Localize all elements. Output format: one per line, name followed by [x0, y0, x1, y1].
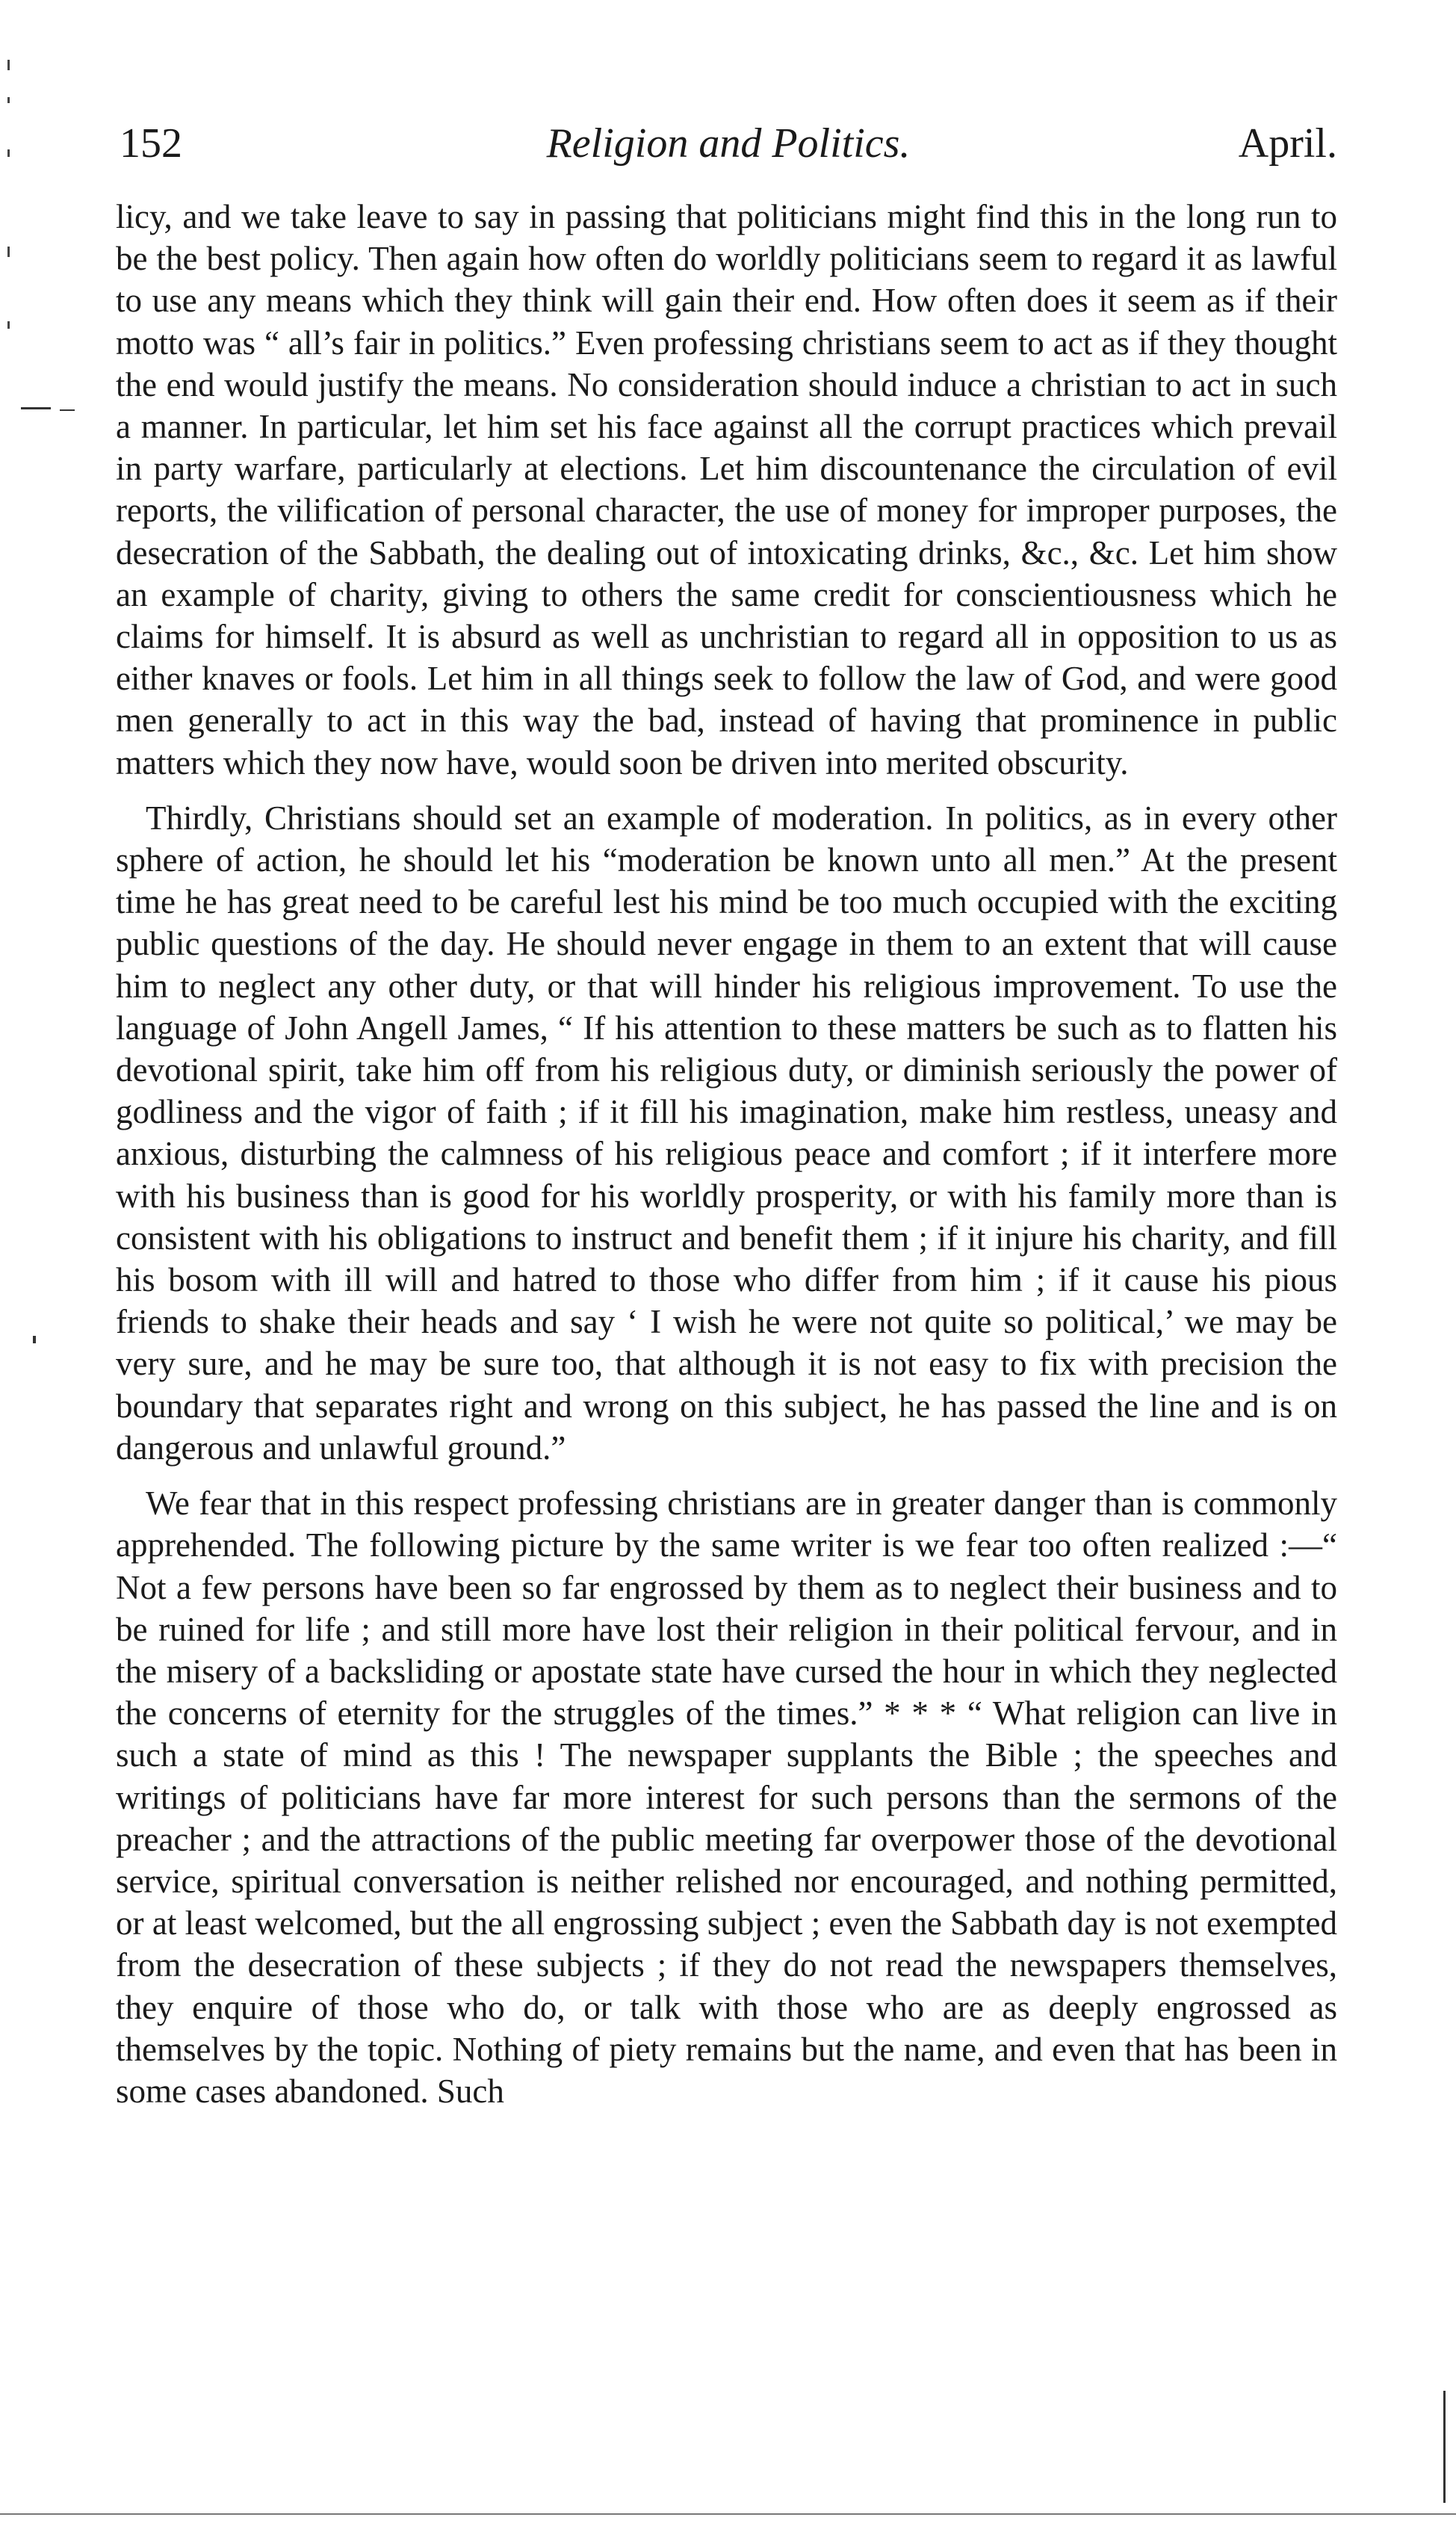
- header-month: April.: [1238, 120, 1337, 167]
- running-header: [120, 120, 1337, 187]
- running-title: Religion and Politics.: [546, 120, 911, 167]
- margin-speck: [7, 247, 10, 257]
- margin-speck: [7, 321, 10, 329]
- margin-mark: [33, 1336, 36, 1343]
- page-number: 152: [120, 120, 182, 167]
- margin-speck: [7, 149, 10, 157]
- article-body: [116, 196, 1337, 2126]
- margin-speck: [7, 97, 10, 103]
- margin-mark: [60, 409, 75, 411]
- paragraph-continued: licy, and we take leave to say in passing that politicians might find this in the long run to be the best policy. Then again how often do worldly politicians seem to regard it as lawful to use any means which they think will gain their end. How often does it seem as if their motto was “ all’s fair in politics.” Even professing christians seem to act as if they thought the end would justify the means. No consideration should induce a christian to act in such a manner. In particular, let him set his face against all the corrupt practices which prevail in party warfare, particularly at elections. Let him discountenance the circulation of evil reports, the vilification of personal character, the use of money for improper purposes, the desecration of the Sabbath, the dealing out of intoxicating drinks, &c., &c. Let him show an example of charity, giving to others the same credit for conscientiousness which he claims for himself. It is absurd as well as unchristian to regard all in opposition to us as either knaves or fools. Let him in all things seek to follow the law of God, and were good men generally to act in this way the bad, instead of having that prominence in public matters which they now have, would soon be driven into merited obscurity.: [116, 198, 1337, 781]
- right-edge-rule: [1443, 2391, 1446, 2503]
- paragraph-moderation: Thirdly, Christians should set an example of moderation. In politics, as in every other sphere of action, he should let his “moderation be known unto all men.” At the present time he has great need to be careful lest his mind be too much occupied with the exciting public questions of the day. He should never engage in them to an extent that will cause him to neglect any other duty, or that will hinder his religious improvement. To use the language of John Angell James, “ If his attention to these matters be such as to flatten his devotional spirit, take him off from his religious duty, or diminish seriously the power of godliness and the vigor of faith ; if it fill his imagination, make him restless, uneasy and anxious, disturbing the calmness of his religious peace and comfort ; if it interfere more with his business than is good for his worldly prosperity, or with his family more than is consistent with his obligations to instruct and benefit them ; if it injure his charity, and fill his bosom with ill will and hatred to those who differ from him ; if it cause his pious friends to shake their heads and say ‘ I wish he were not quite so political,’ we may be very sure, and he may be sure too, that although it is not easy to fix with precision the boundary that separates right and wrong on this subject, he has passed the line and is on dangerous and unlawful ground.”: [116, 799, 1337, 1467]
- paragraph-danger: We fear that in this respect professing christians are in greater danger than is commonly apprehended. The following picture by the same writer is we fear too often realized :—“ Not a few persons have been so far engrossed by them as to neglect their business and to be ruined for life ; and still more have lost their religion in their political fervour, and in the misery of a backsliding or apostate state have cursed the hour in which they neglected the concerns of eternity for the struggles of the times.” * * * “ What religion can live in such a state of mind as this ! The newspaper supplants the Bible ; the speeches and writings of politicians have far more interest for such persons than the sermons of the preacher ; and the attractions of the public meeting far overpower those of the devotional service, spiritual conversation is neither relished nor encouraged, and nothing permitted, or at least welcomed, but the all engrossing subject ; even the Sabbath day is not exempted from the desecration of these subjects ; if they do not read the newspapers themselves, they enquire of those who do, or talk with those who are as deeply engrossed as themselves by the topic. Nothing of piety remains but the name, and even that has been in some cases abandoned. Such: [116, 1485, 1337, 2110]
- margin-speck: [7, 60, 10, 70]
- bottom-edge-rule: [0, 2513, 1456, 2515]
- margin-mark: [21, 407, 51, 409]
